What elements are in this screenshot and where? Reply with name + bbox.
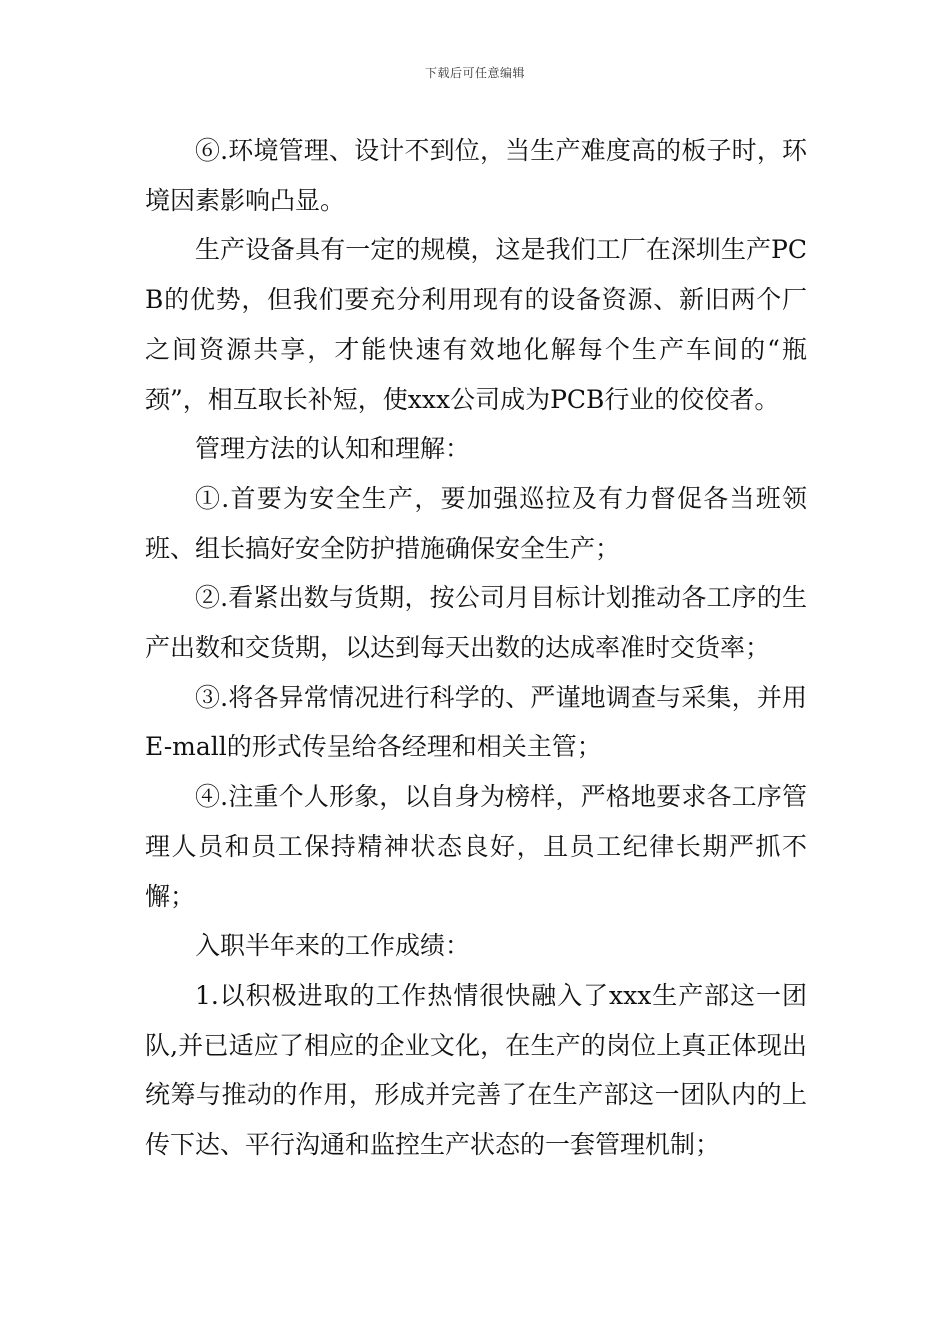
- paragraph-team-integration: 1.以积极进取的工作热情很快融入了xxx生产部这一团队,并已适应了相应的企业文化，在生产的岗位上真正体现出统筹与推动的作用，形成并完善了在生产部这一团队内的上传下达、平行沟通和监控生产状态的一套管理机制；: [145, 980, 807, 1160]
- page-header: 下载后可任意编辑: [424, 66, 525, 80]
- paragraph-environment-management: ⑥.环境管理、设计不到位，当生产难度高的板子时，环境因素影响凸显。: [145, 136, 807, 215]
- paragraph-exception-investigation: ③.将各异常情况进行科学的、严谨地调查与采集，并用E-mall的形式传呈给各经理和相关主管；: [145, 682, 807, 762]
- document-body: [145, 126, 807, 1170]
- paragraph-output-delivery: ②.看紧出数与货期，按公司月目标计划推动各工序的生产出数和交货期，以达到每天出数的达成率准时交货率；: [145, 583, 807, 663]
- paragraph-equipment-scale: 生产设备具有一定的规模，这是我们工厂在深圳生产PCB的优势，但我们要充分利用现有的设备资源、新旧两个厂之间资源共享，才能快速有效地化解每个生产车间的“瓶颈”，相互取长补短，使xxx公司成为PCB行业的佼佼者。: [145, 235, 807, 414]
- paragraph-safety-production: ①.首要为安全生产，要加强巡拉及有力督促各当班领班、组长搞好安全防护措施确保安全生产；: [145, 483, 807, 563]
- section-heading-management-methods: 管理方法的认知和理解：: [195, 434, 471, 464]
- paragraph-personal-image: ④.注重个人形象，以自身为榜样，严格地要求各工序管理人员和员工保持精神状态良好，且员工纪律长期严抓不懈；: [145, 782, 807, 911]
- section-heading-work-achievements: 入职半年来的工作成绩：: [195, 931, 471, 961]
